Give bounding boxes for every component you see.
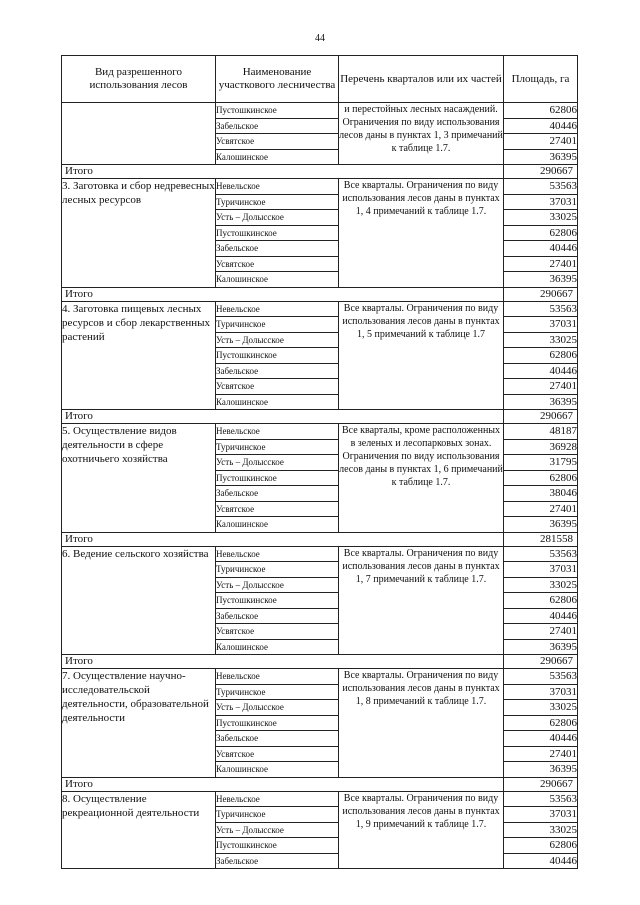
area-cell: 40446 [504,853,578,869]
forestry-cell: Усвятское [216,501,339,517]
total-area: 281558 [504,532,578,546]
forestry-cell: Невельское [216,424,339,440]
area-cell: 36928 [504,439,578,455]
forestry-cell: Туричинское [216,194,339,210]
forestry-cell: Забельское [216,486,339,502]
area-cell: 62806 [504,593,578,609]
area-cell: 37031 [504,684,578,700]
area-cell: 53563 [504,791,578,807]
area-cell: 53563 [504,179,578,195]
total-label: Итого [62,165,504,179]
quarters-cell: Все кварталы. Ограничения по виду использования лесов даны в пунктах 1, 8 примечаний к таблице 1.7. [339,669,504,778]
forestry-cell: Калошинское [216,149,339,165]
area-cell: 33025 [504,822,578,838]
area-cell: 33025 [504,210,578,226]
area-cell: 31795 [504,455,578,471]
use-type-cell: 3. Заготовка и сбор недревесных лесных ресурсов [62,179,216,288]
area-cell: 40446 [504,363,578,379]
header-area: Площадь, га [504,56,578,103]
table-body [62,103,578,869]
area-cell: 37031 [504,317,578,333]
forestry-cell: Пустошкинское [216,715,339,731]
area-cell: 62806 [504,470,578,486]
forestry-cell: Калошинское [216,394,339,410]
area-cell: 36395 [504,639,578,655]
quarters-cell: Все кварталы. Ограничения по виду использования лесов даны в пунктах 1, 4 примечаний к таблице 1.7. [339,179,504,288]
forestry-cell: Забельское [216,731,339,747]
forestry-cell: Пустошкинское [216,838,339,854]
use-type-cell: 5. Осуществление видов деятельности в сфере охотничьего хозяйства [62,424,216,533]
forestry-cell: Усвятское [216,256,339,272]
use-type-cell: 4. Заготовка пищевых лесных ресурсов и сбор лекарственных растений [62,301,216,410]
forestry-cell: Туричинское [216,439,339,455]
total-row [62,777,578,791]
area-cell: 38046 [504,486,578,502]
forestry-cell: Калошинское [216,517,339,533]
area-cell: 36395 [504,394,578,410]
area-cell: 27401 [504,746,578,762]
area-cell: 33025 [504,700,578,716]
forestry-cell: Невельское [216,669,339,685]
quarters-cell: Все кварталы, кроме расположенных в зеленых и лесопарковых зонах. Ограничения по виду использования лесов даны в пунктах 1, 6 примечаний к таблице 1.7. [339,424,504,533]
area-cell: 27401 [504,256,578,272]
total-area: 290667 [504,777,578,791]
area-cell: 62806 [504,103,578,119]
table-row [62,179,578,195]
table-row [62,424,578,440]
forestry-cell: Пустошкинское [216,593,339,609]
total-area: 290667 [504,165,578,179]
area-cell: 36395 [504,149,578,165]
use-type-cell: 6. Ведение сельского хозяйства [62,546,216,655]
forestry-cell: Невельское [216,301,339,317]
area-cell: 40446 [504,241,578,257]
quarters-cell: Все кварталы. Ограничения по виду использования лесов даны в пунктах 1, 5 примечаний к таблице 1.7 [339,301,504,410]
area-cell: 37031 [504,562,578,578]
area-cell: 36395 [504,517,578,533]
header-use-type: Вид разрешенного использования лесов [62,56,216,103]
total-area: 290667 [504,287,578,301]
page-number: 44 [315,33,325,44]
header-forestry: Наименование участкового лесничества [216,56,339,103]
area-cell: 40446 [504,731,578,747]
area-cell: 62806 [504,715,578,731]
forestry-cell: Туричинское [216,807,339,823]
forestry-cell: Калошинское [216,639,339,655]
forestry-cell: Калошинское [216,762,339,778]
quarters-cell: Все кварталы. Ограничения по виду использования лесов даны в пунктах 1, 7 примечаний к таблице 1.7. [339,546,504,655]
forestry-cell: Усть – Долысское [216,700,339,716]
total-row [62,655,578,669]
forestry-cell: Пустошкинское [216,470,339,486]
forestry-cell: Невельское [216,791,339,807]
area-cell: 33025 [504,577,578,593]
forestry-cell: Невельское [216,546,339,562]
forestry-cell: Забельское [216,608,339,624]
forestry-cell: Усть – Долысское [216,822,339,838]
forestry-cell: Забельское [216,853,339,869]
forestry-cell: Калошинское [216,272,339,288]
total-label: Итого [62,777,504,791]
forestry-cell: Усвятское [216,134,339,150]
total-row [62,287,578,301]
area-cell: 36395 [504,762,578,778]
total-area: 290667 [504,655,578,669]
forest-use-table [61,55,578,869]
area-cell: 37031 [504,194,578,210]
forestry-cell: Усть – Долысское [216,577,339,593]
area-cell: 27401 [504,501,578,517]
table-row [62,791,578,807]
area-cell: 40446 [504,118,578,134]
area-cell: 53563 [504,669,578,685]
forestry-cell: Пустошкинское [216,225,339,241]
total-row [62,532,578,546]
forestry-cell: Усть – Долысское [216,455,339,471]
forestry-cell: Туричинское [216,317,339,333]
total-area: 290667 [504,410,578,424]
total-row [62,165,578,179]
forestry-cell: Туричинское [216,562,339,578]
header-quarters: Перечень кварталов или их частей [339,56,504,103]
table-header-row [62,56,578,103]
area-cell: 62806 [504,225,578,241]
table-row [62,103,578,119]
forestry-cell: Усвятское [216,624,339,640]
total-row [62,410,578,424]
forestry-cell: Пустошкинское [216,103,339,119]
area-cell: 36395 [504,272,578,288]
area-cell: 62806 [504,348,578,364]
table-row [62,301,578,317]
total-label: Итого [62,655,504,669]
quarters-cell: Все кварталы. Ограничения по виду использования лесов даны в пунктах 1, 9 примечаний к таблице 1.7. [339,791,504,869]
area-cell: 27401 [504,134,578,150]
forestry-cell: Забельское [216,118,339,134]
area-cell: 62806 [504,838,578,854]
area-cell: 37031 [504,807,578,823]
forestry-cell: Пустошкинское [216,348,339,364]
forestry-cell: Усть – Долысское [216,332,339,348]
area-cell: 27401 [504,379,578,395]
quarters-cell: и перестойных лесных насаждений. Ограничения по виду использования лесов даны в пунктах 1, 3 примечаний к таблице 1.7. [339,103,504,165]
use-type-cell: 7. Осуществление научно-исследовательской деятельности, образовательной деятельности [62,669,216,778]
total-label: Итого [62,410,504,424]
total-label: Итого [62,287,504,301]
forestry-cell: Забельское [216,363,339,379]
forestry-cell: Невельское [216,179,339,195]
area-cell: 48187 [504,424,578,440]
area-cell: 33025 [504,332,578,348]
forestry-cell: Усть – Долысское [216,210,339,226]
table-row [62,669,578,685]
area-cell: 53563 [504,301,578,317]
forestry-cell: Туричинское [216,684,339,700]
forestry-cell: Усвятское [216,379,339,395]
area-cell: 27401 [504,624,578,640]
area-cell: 40446 [504,608,578,624]
area-cell: 53563 [504,546,578,562]
table-row [62,546,578,562]
use-type-cell: 8. Осуществление рекреационной деятельности [62,791,216,869]
use-type-cell [62,103,216,165]
forestry-cell: Усвятское [216,746,339,762]
total-label: Итого [62,532,504,546]
forestry-cell: Забельское [216,241,339,257]
